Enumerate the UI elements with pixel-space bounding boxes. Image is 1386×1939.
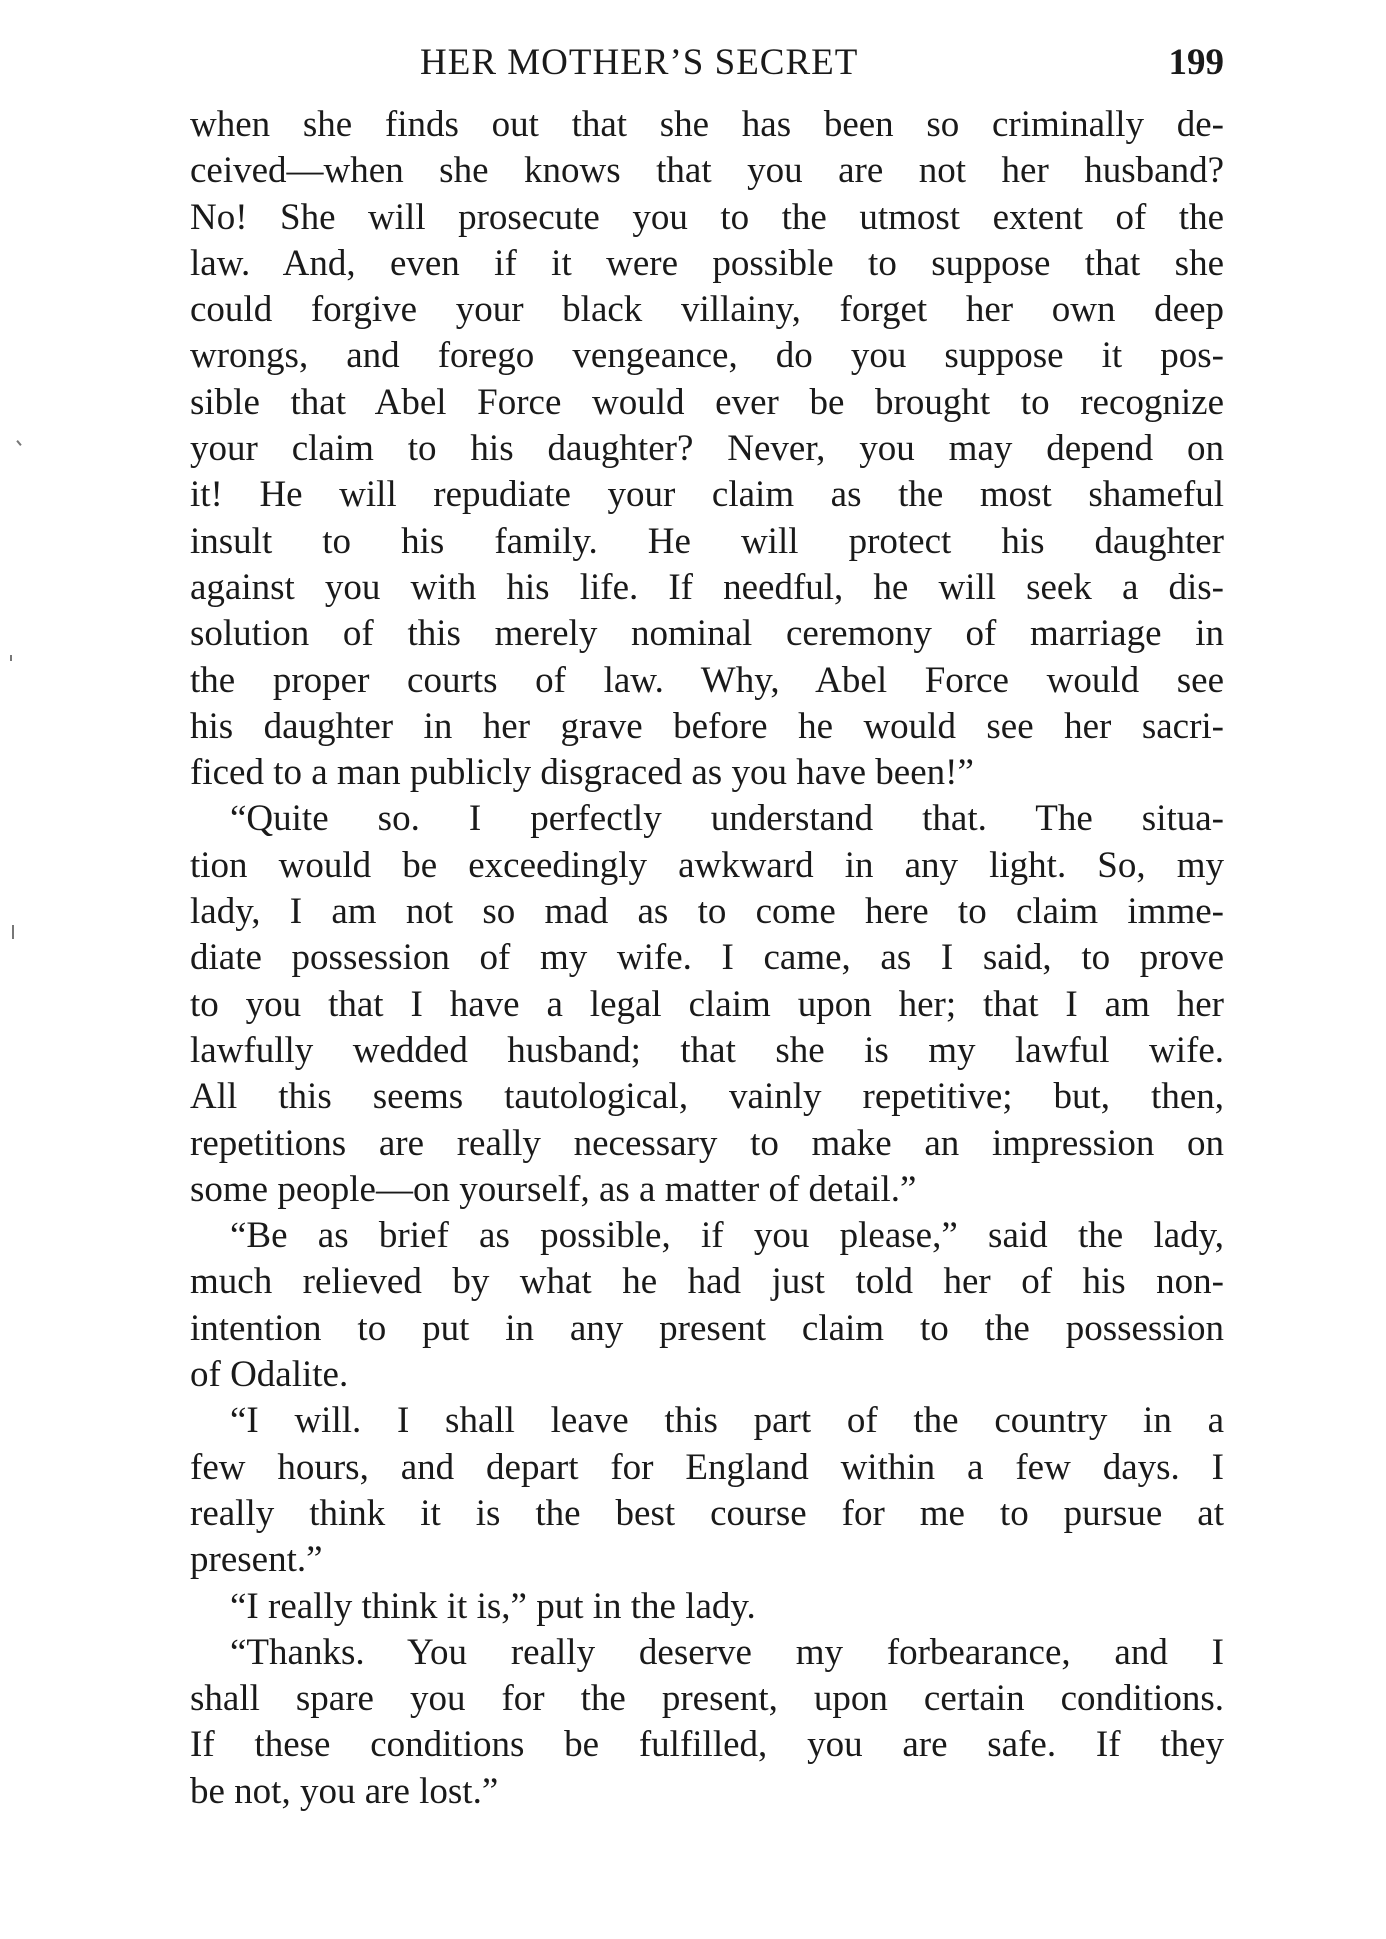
- text-line: tion would be exceedingly awkward in any light. So, my: [190, 844, 1224, 886]
- text-line: sible that Abel Force would ever be brought to recognize: [190, 381, 1224, 423]
- text-line: really think it is the best course for me to pursue at: [190, 1492, 1224, 1534]
- text-line: “Be as brief as possible, if you please,” said the lady,: [230, 1215, 1224, 1257]
- text-line: lady, I am not so mad as to come here to claim imme-: [190, 891, 1224, 933]
- text-line: intention to put in any present claim to the possession: [190, 1307, 1224, 1349]
- text-line: law. And, even if it were possible to suppose that she: [190, 242, 1224, 284]
- text-line: “Quite so. I perfectly understand that. The situa-: [230, 798, 1224, 840]
- text-line: “Thanks. You really deserve my forbearance, and I: [230, 1631, 1224, 1673]
- text-line: ficed to a man publicly disgraced as you have been!”: [190, 752, 974, 794]
- page-number: 199: [1168, 42, 1224, 83]
- text-line: to you that I have a legal claim upon her; that I am her: [190, 983, 1224, 1025]
- text-line: “I will. I shall leave this part of the country in a: [230, 1400, 1224, 1442]
- text-line: much relieved by what he had just told her of his non-: [190, 1261, 1224, 1303]
- text-line: could forgive your black villainy, forget her own deep: [190, 289, 1224, 331]
- text-line: solution of this merely nominal ceremony of marriage in: [190, 613, 1224, 655]
- text-line: diate possession of my wife. I came, as I said, to prove: [190, 937, 1224, 979]
- text-line: few hours, and depart for England within a few days. I: [190, 1446, 1224, 1488]
- text-line: insult to his family. He will protect his daughter: [190, 520, 1224, 562]
- text-line: be not, you are lost.”: [190, 1770, 499, 1812]
- text-line: lawfully wedded husband; that she is my lawful wife.: [190, 1029, 1224, 1071]
- scan-speck: [12, 925, 14, 939]
- text-line: ceived—when she knows that you are not her husband?: [190, 150, 1224, 192]
- text-line: All this seems tautological, vainly repetitive; but, then,: [190, 1076, 1224, 1118]
- text-line: your claim to his daughter? Never, you may depend on: [190, 428, 1224, 470]
- text-line: repetitions are really necessary to make an impression on: [190, 1122, 1224, 1164]
- body-text: [190, 102, 1224, 1815]
- text-line: his daughter in her grave before he would see her sacri-: [190, 705, 1224, 747]
- text-line: present.”: [190, 1539, 323, 1581]
- text-line: when she finds out that she has been so criminally de-: [190, 104, 1224, 145]
- page-header: [190, 36, 1224, 90]
- text-line: If these conditions be fulfilled, you are safe. If they: [190, 1724, 1224, 1766]
- text-line: “I really think it is,” put in the lady.: [230, 1585, 756, 1627]
- text-line: of Odalite.: [190, 1354, 349, 1396]
- text-line: some people—on yourself, as a matter of detail.”: [190, 1168, 917, 1210]
- scan-speck: [10, 655, 12, 661]
- text-line: it! He will repudiate your claim as the most shameful: [190, 474, 1224, 516]
- text-line: shall spare you for the present, upon certain conditions.: [190, 1678, 1224, 1720]
- running-title: HER MOTHER’S SECRET: [420, 42, 859, 83]
- text-line: No! She will prosecute you to the utmost extent of the: [190, 196, 1224, 238]
- text-line: against you with his life. If needful, he will seek a dis-: [190, 566, 1224, 608]
- text-line: the proper courts of law. Why, Abel Force would see: [190, 659, 1224, 701]
- text-line: wrongs, and forego vengeance, do you suppose it pos-: [190, 335, 1224, 377]
- book-page: [190, 36, 1224, 1815]
- scan-speck: [16, 440, 21, 446]
